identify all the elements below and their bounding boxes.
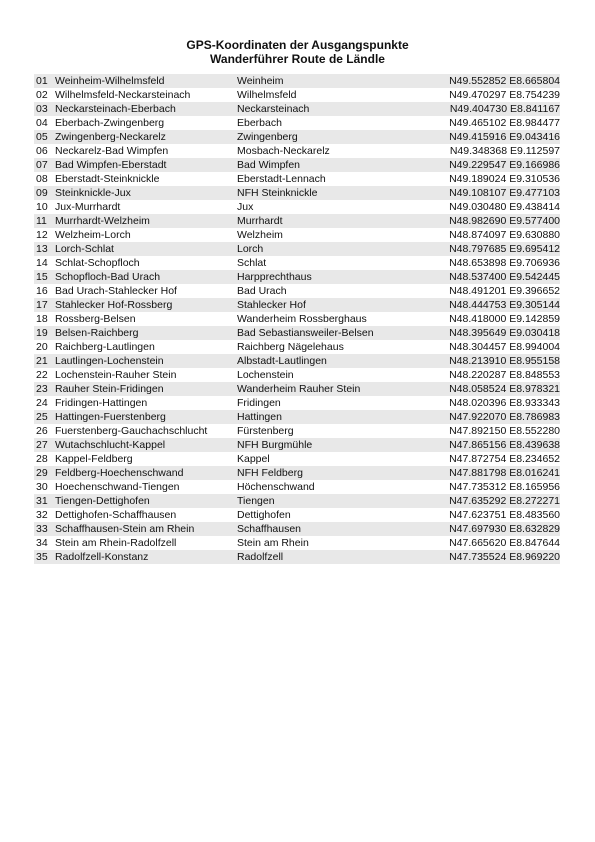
start-point: Schlat	[237, 257, 267, 269]
start-point: Harpprechthaus	[237, 271, 312, 283]
gps-coordinates: N49.229547 E9.166986	[449, 159, 560, 171]
table-row	[34, 116, 560, 130]
table-row	[34, 186, 560, 200]
route-name: Stahlecker Hof-Rossberg	[55, 299, 173, 311]
route-name: Wilhelmsfeld-Neckarsteinach	[55, 89, 191, 101]
gps-coordinates: N49.404730 E8.841167	[449, 103, 560, 115]
row-number: 30	[36, 481, 48, 493]
route-name: Hattingen-Fuerstenberg	[55, 411, 166, 423]
start-point: Schaffhausen	[237, 523, 302, 535]
gps-coordinates: N47.623751 E8.483560	[449, 509, 560, 521]
gps-coordinates: N48.220287 E8.848553	[449, 369, 560, 381]
route-name: Fridingen-Hattingen	[55, 397, 148, 409]
table-row	[34, 424, 560, 438]
row-number: 03	[36, 103, 48, 115]
gps-coordinates: N49.470297 E8.754239	[449, 89, 560, 101]
start-point: Radolfzell	[237, 551, 284, 563]
gps-coordinates: N47.881798 E8.016241	[449, 467, 560, 479]
row-number: 14	[36, 257, 48, 269]
route-name: Eberbach-Zwingenberg	[55, 117, 165, 129]
row-number: 13	[36, 243, 48, 255]
start-point: Fridingen	[237, 397, 281, 409]
start-point: Bad Wimpfen	[237, 159, 301, 171]
table-row	[34, 228, 560, 242]
gps-coordinates: N49.030480 E9.438414	[449, 201, 560, 213]
row-number: 29	[36, 467, 48, 479]
row-number: 27	[36, 439, 48, 451]
gps-coordinates: N48.058524 E8.978321	[449, 383, 560, 395]
gps-coordinates: N49.552852 E8.665804	[449, 75, 560, 87]
table-row	[34, 438, 560, 452]
gps-coordinates: N49.108107 E9.477103	[449, 187, 560, 199]
start-point: Wanderheim Rossberghaus	[237, 313, 367, 325]
start-point: Mosbach-Neckarelz	[237, 145, 330, 157]
route-name: Bad Wimpfen-Eberstadt	[55, 159, 167, 171]
route-name: Jux-Murrhardt	[55, 201, 121, 213]
gps-coordinates: N48.982690 E9.577400	[449, 215, 560, 227]
table-row	[34, 410, 560, 424]
row-number: 06	[36, 145, 48, 157]
route-name: Schopfloch-Bad Urach	[55, 271, 161, 283]
table-row	[34, 144, 560, 158]
row-number: 25	[36, 411, 48, 423]
table-row	[34, 88, 560, 102]
gps-coordinates: N48.653898 E9.706936	[449, 257, 560, 269]
table-row	[34, 298, 560, 312]
table-row	[34, 284, 560, 298]
route-name: Tiengen-Dettighofen	[55, 495, 150, 507]
route-name: Steinknickle-Jux	[55, 187, 131, 199]
table-row	[34, 550, 560, 564]
row-number: 28	[36, 453, 48, 465]
gps-coordinates: N48.537400 E9.542445	[449, 271, 560, 283]
gps-coordinates: N48.874097 E9.630880	[449, 229, 560, 241]
row-number: 19	[36, 327, 48, 339]
gps-coordinates: N47.665620 E8.847644	[449, 537, 560, 549]
gps-coordinates: N49.465102 E8.984477	[449, 117, 560, 129]
gps-coordinates: N47.697930 E8.632829	[449, 523, 560, 535]
row-number: 16	[36, 285, 48, 297]
start-point: Kappel	[237, 453, 270, 465]
start-point: NFH Feldberg	[237, 467, 303, 479]
gps-coordinates: N48.395649 E9.030418	[449, 327, 560, 339]
route-name: Schaffhausen-Stein am Rhein	[55, 523, 195, 535]
table-row	[34, 214, 560, 228]
row-number: 26	[36, 425, 48, 437]
row-number: 18	[36, 313, 48, 325]
start-point: Eberbach	[237, 117, 282, 129]
start-point: NFH Burgmühle	[237, 439, 313, 451]
start-point: Welzheim	[237, 229, 283, 241]
row-number: 35	[36, 551, 48, 563]
route-name: Feldberg-Hoechenschwand	[55, 467, 184, 479]
route-name: Murrhardt-Welzheim	[55, 215, 150, 227]
row-number: 12	[36, 229, 48, 241]
row-number: 04	[36, 117, 48, 129]
start-point: Höchenschwand	[237, 481, 315, 493]
route-name: Dettighofen-Schaffhausen	[55, 509, 177, 521]
table-row	[34, 326, 560, 340]
gps-coordinates: N49.189024 E9.310536	[449, 173, 560, 185]
row-number: 21	[36, 355, 48, 367]
gps-coordinates: N47.735524 E8.969220	[449, 551, 560, 563]
row-number: 01	[36, 75, 48, 87]
start-point: Stahlecker Hof	[237, 299, 306, 311]
row-number: 08	[36, 173, 48, 185]
start-point: Zwingenberg	[237, 131, 298, 143]
start-point: Eberstadt-Lennach	[237, 173, 326, 185]
row-number: 31	[36, 495, 48, 507]
gps-coordinates: N47.892150 E8.552280	[449, 425, 560, 437]
gps-coordinates: N48.304457 E8.994004	[449, 341, 560, 353]
gps-coordinates: N48.797685 E9.695412	[449, 243, 560, 255]
table-row	[34, 536, 560, 550]
gps-coordinates: N48.444753 E9.305144	[449, 299, 560, 311]
route-name: Wutachschlucht-Kappel	[55, 439, 166, 451]
route-name: Fuerstenberg-Gauchachschlucht	[55, 425, 208, 437]
route-name: Bad Urach-Stahlecker Hof	[55, 285, 177, 297]
table-row	[34, 172, 560, 186]
gps-coordinates: N47.865156 E8.439638	[449, 439, 560, 451]
start-point: Lorch	[237, 243, 264, 255]
table-row	[34, 508, 560, 522]
route-name: Welzheim-Lorch	[55, 229, 131, 241]
row-number: 07	[36, 159, 48, 171]
row-number: 24	[36, 397, 48, 409]
route-name: Belsen-Raichberg	[55, 327, 139, 339]
table-row	[34, 368, 560, 382]
start-point: Stein am Rhein	[237, 537, 309, 549]
row-number: 11	[36, 215, 47, 227]
page-subtitle: Wanderführer Route de Ländle	[210, 52, 385, 66]
gps-coordinates: N49.348368 E9.112597	[449, 145, 560, 157]
row-number: 22	[36, 369, 48, 381]
gps-coordinates: N47.872754 E8.234652	[449, 453, 560, 465]
table-row	[34, 200, 560, 214]
start-point: Jux	[237, 201, 254, 213]
route-name: Rossberg-Belsen	[55, 313, 136, 325]
table-row	[34, 382, 560, 396]
route-name: Zwingenberg-Neckarelz	[55, 131, 166, 143]
table-row	[34, 522, 560, 536]
row-number: 05	[36, 131, 48, 143]
table-row	[34, 312, 560, 326]
row-number: 15	[36, 271, 48, 283]
route-name: Kappel-Feldberg	[55, 453, 133, 465]
table-row	[34, 256, 560, 270]
start-point: Tiengen	[237, 495, 275, 507]
start-point: Murrhardt	[237, 215, 283, 227]
start-point: Bad Sebastiansweiler-Belsen	[237, 327, 374, 339]
start-point: Wanderheim Rauher Stein	[237, 383, 361, 395]
table-row	[34, 74, 560, 88]
route-name: Radolfzell-Konstanz	[55, 551, 149, 563]
start-point: Bad Urach	[237, 285, 287, 297]
table-row	[34, 396, 560, 410]
gps-coordinates: N48.213910 E8.955158	[449, 355, 560, 367]
route-name: Stein am Rhein-Radolfzell	[55, 537, 177, 549]
table-row	[34, 158, 560, 172]
row-number: 33	[36, 523, 48, 535]
route-name: Lautlingen-Lochenstein	[55, 355, 164, 367]
row-number: 23	[36, 383, 48, 395]
route-name: Hoechenschwand-Tiengen	[55, 481, 180, 493]
start-point: Fürstenberg	[237, 425, 294, 437]
start-point: Raichberg Nägelehaus	[237, 341, 344, 353]
route-name: Rauher Stein-Fridingen	[55, 383, 164, 395]
route-name: Neckarelz-Bad Wimpfen	[55, 145, 169, 157]
route-name: Eberstadt-Steinknickle	[55, 173, 160, 185]
start-point: Neckarsteinach	[237, 103, 310, 115]
table-row	[34, 340, 560, 354]
start-point: Albstadt-Lautlingen	[237, 355, 327, 367]
route-name: Lochenstein-Rauher Stein	[55, 369, 177, 381]
row-number: 10	[36, 201, 48, 213]
route-name: Raichberg-Lautlingen	[55, 341, 155, 353]
start-point: Wilhelmsfeld	[237, 89, 297, 101]
start-point: Weinheim	[237, 75, 284, 87]
gps-coordinates: N48.418000 E9.142859	[449, 313, 560, 325]
start-point: Lochenstein	[237, 369, 294, 381]
table-row	[34, 242, 560, 256]
gps-coordinates: N47.735312 E8.165956	[449, 481, 560, 493]
table-row	[34, 466, 560, 480]
gps-coordinates: N49.415916 E9.043416	[449, 131, 560, 143]
table-row	[34, 270, 560, 284]
table-row	[34, 130, 560, 144]
row-number: 34	[36, 537, 48, 549]
coordinates-table	[34, 74, 560, 564]
route-name: Weinheim-Wilhelmsfeld	[55, 75, 165, 87]
table-row	[34, 102, 560, 116]
table-row	[34, 480, 560, 494]
route-name: Schlat-Schopfloch	[55, 257, 140, 269]
row-number: 09	[36, 187, 48, 199]
row-number: 17	[36, 299, 48, 311]
gps-coordinates: N48.020396 E8.933343	[449, 397, 560, 409]
start-point: Dettighofen	[237, 509, 291, 521]
row-number: 20	[36, 341, 48, 353]
table-row	[34, 494, 560, 508]
gps-coordinates: N47.635292 E8.272271	[449, 495, 560, 507]
page-title: GPS-Koordinaten der Ausgangspunkte	[186, 38, 409, 52]
start-point: NFH Steinknickle	[237, 187, 318, 199]
gps-coordinates: N48.491201 E9.396652	[449, 285, 560, 297]
route-name: Lorch-Schlat	[55, 243, 114, 255]
table-row	[34, 354, 560, 368]
row-number: 32	[36, 509, 48, 521]
start-point: Hattingen	[237, 411, 282, 423]
gps-coordinates: N47.922070 E8.786983	[449, 411, 560, 423]
table-row	[34, 452, 560, 466]
row-number: 02	[36, 89, 48, 101]
route-name: Neckarsteinach-Eberbach	[55, 103, 176, 115]
